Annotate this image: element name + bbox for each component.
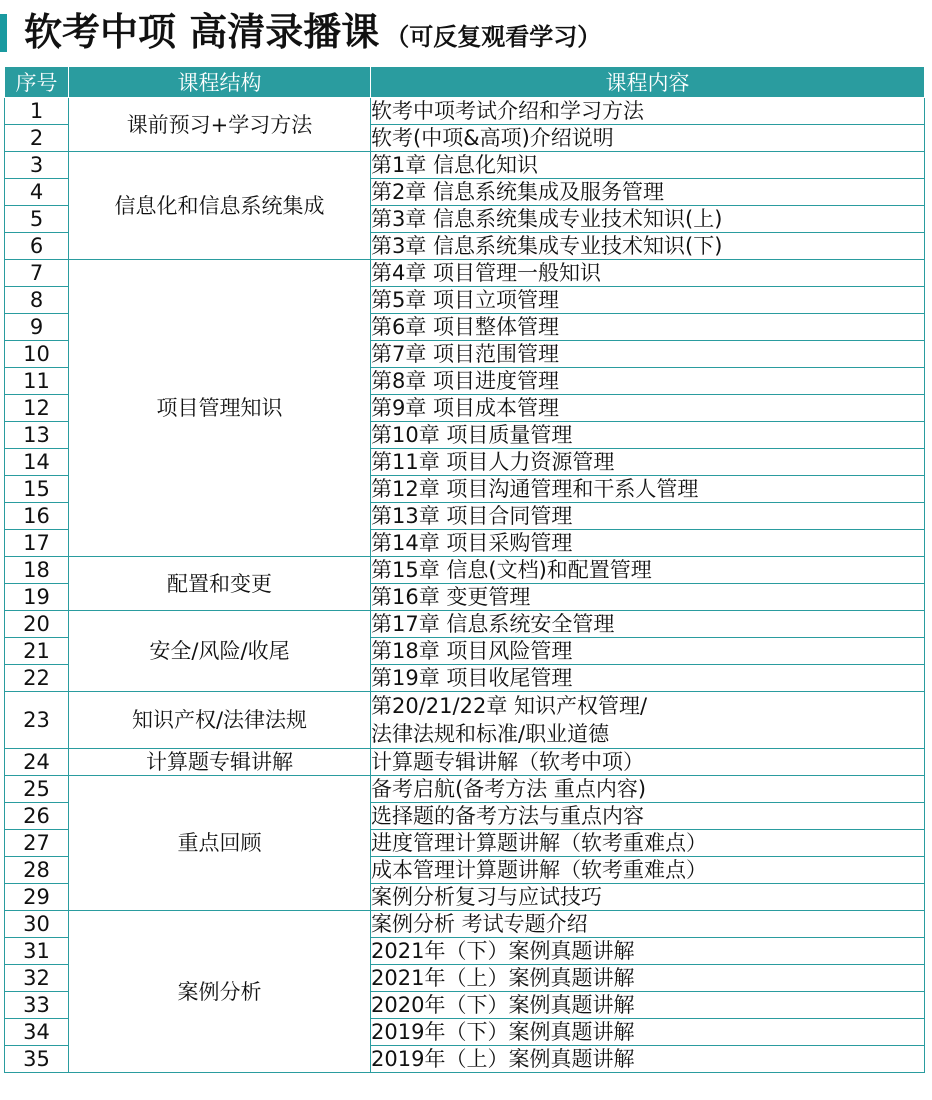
content-line: 第13章 项目合同管理 xyxy=(371,504,573,528)
row-number: 8 xyxy=(5,287,69,314)
row-number: 35 xyxy=(5,1046,69,1073)
course-content-cell xyxy=(371,857,925,884)
content-line: 第17章 信息系统安全管理 xyxy=(371,612,615,636)
course-structure-cell: 项目管理知识 xyxy=(69,260,371,557)
course-content-cell xyxy=(371,938,925,965)
content-line: 2020年（下）案例真题讲解 xyxy=(371,993,635,1017)
course-content-cell xyxy=(371,503,925,530)
row-number: 20 xyxy=(5,611,69,638)
content-line: 第20/21/22章 知识产权管理/ xyxy=(371,694,648,718)
content-line: 2019年（上）案例真题讲解 xyxy=(371,1047,635,1071)
row-number: 31 xyxy=(5,938,69,965)
content-line: 软考中项考试介绍和学习方法 xyxy=(371,99,644,123)
table-row xyxy=(5,611,925,638)
course-content-cell xyxy=(371,749,925,776)
course-content-cell xyxy=(371,830,925,857)
content-line: 第3章 信息系统集成专业技术知识(上) xyxy=(371,207,723,231)
content-line: 案例分析 考试专题介绍 xyxy=(371,912,588,936)
row-number: 21 xyxy=(5,638,69,665)
table-row xyxy=(5,557,925,584)
course-content-cell xyxy=(371,476,925,503)
course-content-cell xyxy=(371,803,925,830)
course-content-cell xyxy=(371,395,925,422)
content-line: 第16章 变更管理 xyxy=(371,585,531,609)
row-number: 5 xyxy=(5,206,69,233)
course-content-cell xyxy=(371,992,925,1019)
column-header-structure: 课程结构 xyxy=(69,67,371,98)
course-content-cell xyxy=(371,449,925,476)
content-line: 备考启航(备考方法 重点内容) xyxy=(371,777,647,801)
course-content-cell xyxy=(371,260,925,287)
course-content-cell xyxy=(371,179,925,206)
course-content-cell xyxy=(371,98,925,125)
page-subtitle: （可反复观看学习） xyxy=(385,23,602,51)
content-line: 第10章 项目质量管理 xyxy=(371,423,573,447)
course-content-cell xyxy=(371,368,925,395)
table-header-row xyxy=(5,67,925,98)
course-content-cell xyxy=(371,422,925,449)
row-number: 9 xyxy=(5,314,69,341)
course-content-cell xyxy=(371,314,925,341)
row-number: 30 xyxy=(5,911,69,938)
row-number: 18 xyxy=(5,557,69,584)
content-line: 软考(中项&高项)介绍说明 xyxy=(371,126,614,150)
course-structure-cell: 配置和变更 xyxy=(69,557,371,611)
content-line: 选择题的备考方法与重点内容 xyxy=(371,804,644,828)
content-line: 第11章 项目人力资源管理 xyxy=(371,450,615,474)
row-number: 17 xyxy=(5,530,69,557)
table-row xyxy=(5,692,925,749)
row-number: 6 xyxy=(5,233,69,260)
content-line: 2019年（下）案例真题讲解 xyxy=(371,1020,635,1044)
row-number: 24 xyxy=(5,749,69,776)
content-line: 第3章 信息系统集成专业技术知识(下) xyxy=(371,234,723,258)
row-number: 28 xyxy=(5,857,69,884)
course-structure-cell: 案例分析 xyxy=(69,911,371,1073)
row-number: 15 xyxy=(5,476,69,503)
course-content-cell xyxy=(371,233,925,260)
content-line: 第1章 信息化知识 xyxy=(371,153,539,177)
title-text: 软考中项 高清录播课 xyxy=(24,10,380,54)
row-number: 32 xyxy=(5,965,69,992)
table-row xyxy=(5,776,925,803)
content-line: 计算题专辑讲解（软考中项） xyxy=(371,750,644,774)
column-header-number: 序号 xyxy=(5,67,69,98)
row-number: 4 xyxy=(5,179,69,206)
course-table xyxy=(4,66,925,1073)
content-line: 案例分析复习与应试技巧 xyxy=(371,885,602,909)
course-structure-cell: 重点回顾 xyxy=(69,776,371,911)
content-line: 法律法规和标准/职业道德 xyxy=(371,722,610,746)
page-header xyxy=(0,0,932,64)
table-row xyxy=(5,152,925,179)
page-title xyxy=(24,6,601,63)
table-row xyxy=(5,911,925,938)
row-number: 34 xyxy=(5,1019,69,1046)
course-content-cell xyxy=(371,665,925,692)
table-body xyxy=(5,98,925,1073)
content-line: 第12章 项目沟通管理和干系人管理 xyxy=(371,477,699,501)
course-content-cell xyxy=(371,557,925,584)
content-line: 2021年（下）案例真题讲解 xyxy=(371,939,635,963)
row-number: 16 xyxy=(5,503,69,530)
row-number: 1 xyxy=(5,98,69,125)
row-number: 10 xyxy=(5,341,69,368)
course-content-cell xyxy=(371,125,925,152)
course-structure-cell: 信息化和信息系统集成 xyxy=(69,152,371,260)
content-line: 第2章 信息系统集成及服务管理 xyxy=(371,180,665,204)
course-content-cell xyxy=(371,341,925,368)
course-structure-cell: 安全/风险/收尾 xyxy=(69,611,371,692)
column-header-content: 课程内容 xyxy=(371,67,925,98)
table-row xyxy=(5,98,925,125)
accent-bar xyxy=(0,14,7,52)
course-content-cell xyxy=(371,584,925,611)
course-structure-cell: 课前预习+学习方法 xyxy=(69,98,371,152)
row-number: 11 xyxy=(5,368,69,395)
content-line: 成本管理计算题讲解（软考重难点） xyxy=(371,858,707,882)
row-number: 26 xyxy=(5,803,69,830)
table-row xyxy=(5,749,925,776)
row-number: 33 xyxy=(5,992,69,1019)
course-content-cell xyxy=(371,638,925,665)
content-line: 第18章 项目风险管理 xyxy=(371,639,573,663)
row-number: 19 xyxy=(5,584,69,611)
row-number: 2 xyxy=(5,125,69,152)
course-content-cell xyxy=(371,1046,925,1073)
content-line: 第7章 项目范围管理 xyxy=(371,342,560,366)
course-content-cell xyxy=(371,152,925,179)
content-line: 进度管理计算题讲解（软考重难点） xyxy=(371,831,707,855)
content-line: 第15章 信息(文档)和配置管理 xyxy=(371,558,652,582)
course-content-cell xyxy=(371,530,925,557)
content-line: 第5章 项目立项管理 xyxy=(371,288,560,312)
course-structure-cell: 知识产权/法律法规 xyxy=(69,692,371,749)
course-content-cell xyxy=(371,206,925,233)
row-number: 29 xyxy=(5,884,69,911)
content-line: 2021年（上）案例真题讲解 xyxy=(371,966,635,990)
course-content-cell xyxy=(371,287,925,314)
content-line: 第4章 项目管理一般知识 xyxy=(371,261,602,285)
content-line: 第9章 项目成本管理 xyxy=(371,396,560,420)
course-content-cell xyxy=(371,692,925,749)
row-number: 14 xyxy=(5,449,69,476)
content-line: 第19章 项目收尾管理 xyxy=(371,666,573,690)
course-content-cell xyxy=(371,776,925,803)
content-line: 第14章 项目采购管理 xyxy=(371,531,573,555)
row-number: 25 xyxy=(5,776,69,803)
course-structure-cell: 计算题专辑讲解 xyxy=(69,749,371,776)
row-number: 7 xyxy=(5,260,69,287)
content-line: 第8章 项目进度管理 xyxy=(371,369,560,393)
course-content-cell xyxy=(371,611,925,638)
row-number: 3 xyxy=(5,152,69,179)
course-content-cell xyxy=(371,911,925,938)
course-content-cell xyxy=(371,884,925,911)
table-row xyxy=(5,260,925,287)
row-number: 12 xyxy=(5,395,69,422)
content-line: 第6章 项目整体管理 xyxy=(371,315,560,339)
course-content-cell xyxy=(371,965,925,992)
row-number: 22 xyxy=(5,665,69,692)
row-number: 13 xyxy=(5,422,69,449)
row-number: 23 xyxy=(5,692,69,749)
row-number: 27 xyxy=(5,830,69,857)
course-content-cell xyxy=(371,1019,925,1046)
